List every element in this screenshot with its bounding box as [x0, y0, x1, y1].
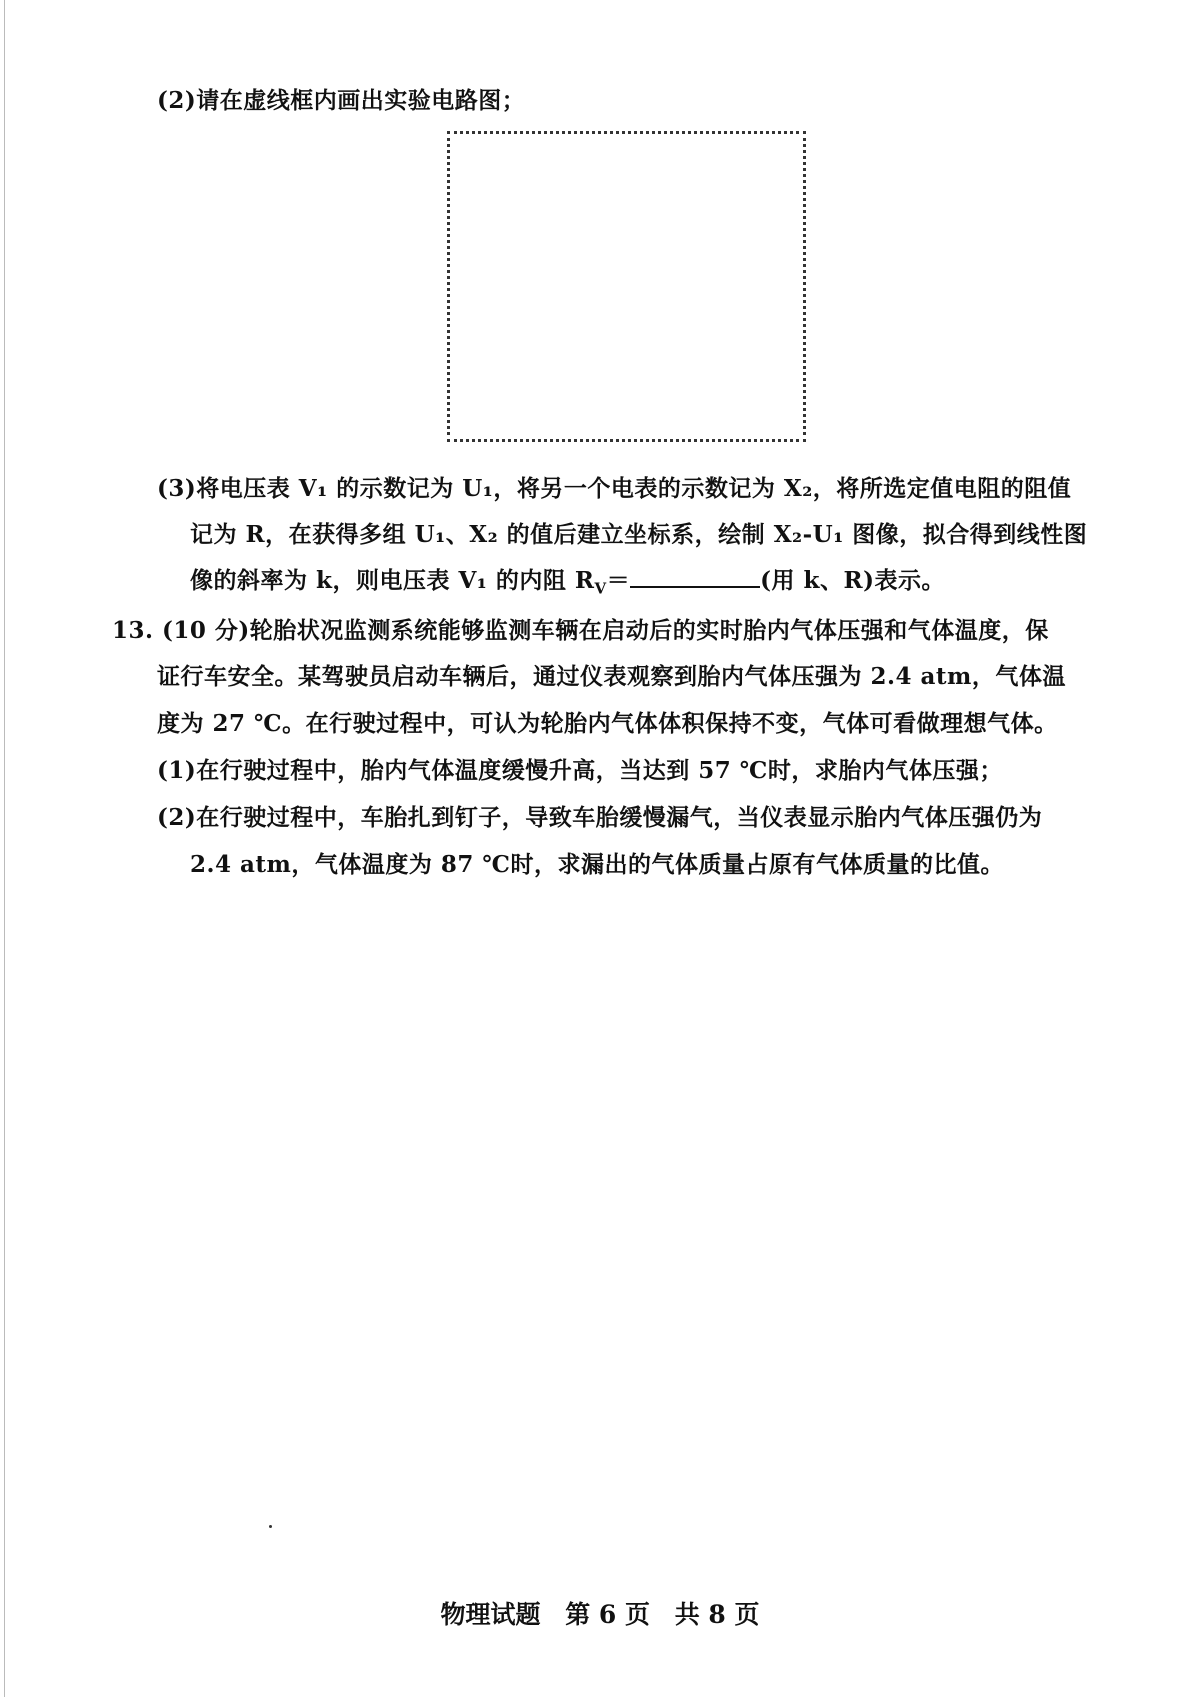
q13-intro-line2: 证行车安全。某驾驶员启动车辆后，通过仪表观察到胎内气体压强为 2.4 atm，气体温: [157, 663, 1066, 690]
q13-intro-line3: 度为 27 ℃。在行驶过程中，可认为轮胎内气体体积保持不变，气体可看做理想气体。: [157, 710, 1058, 737]
q12-part3-line3: [190, 562, 945, 598]
footer-total: 共 8 页: [674, 1600, 760, 1629]
q12-part3-line2: 记为 R，在获得多组 U₁、X₂ 的值后建立坐标系，绘制 X₂-U₁ 图像，拟合得到线性图: [190, 521, 1088, 548]
q13-intro-line1: 13. (10 分)轮胎状况监测系统能够监测车辆在启动后的实时胎内气体压强和气体温度，保: [112, 617, 1049, 644]
q12-part3-line3-text: 像的斜率为 k，则电压表 V₁ 的内阻 R: [190, 567, 595, 594]
footer-subject: 物理试题: [440, 1600, 541, 1629]
q12-part3-line3-end: (用 k、R)表示。: [760, 567, 945, 594]
equals-sign: ＝: [606, 567, 631, 594]
page-footer: [0, 1595, 1200, 1631]
q13-part1: (1)在行驶过程中，胎内气体温度缓慢升高，当达到 57 ℃时，求胎内气体压强；: [157, 757, 1003, 784]
rv-subscript: V: [594, 579, 607, 598]
q12-part3-line1: (3)将电压表 V₁ 的示数记为 U₁，将另一个电表的示数记为 X₂，将所选定值电阻的阻值: [157, 475, 1072, 502]
page-edge: [4, 0, 5, 1697]
answer-blank[interactable]: [630, 566, 760, 588]
q12-part2-text: (2)请在虚线框内画出实验电路图；: [157, 87, 526, 114]
q13-part2-line1: (2)在行驶过程中，车胎扎到钉子，导致车胎缓慢漏气，当仪表显示胎内气体压强仍为: [157, 804, 1043, 831]
stray-mark: [269, 1525, 272, 1528]
footer-page: 第 6 页: [565, 1600, 650, 1629]
q13-part2-line2: 2.4 atm，气体温度为 87 ℃时，求漏出的气体质量占原有气体质量的比值。: [190, 851, 1004, 878]
circuit-diagram-box: [447, 131, 806, 442]
